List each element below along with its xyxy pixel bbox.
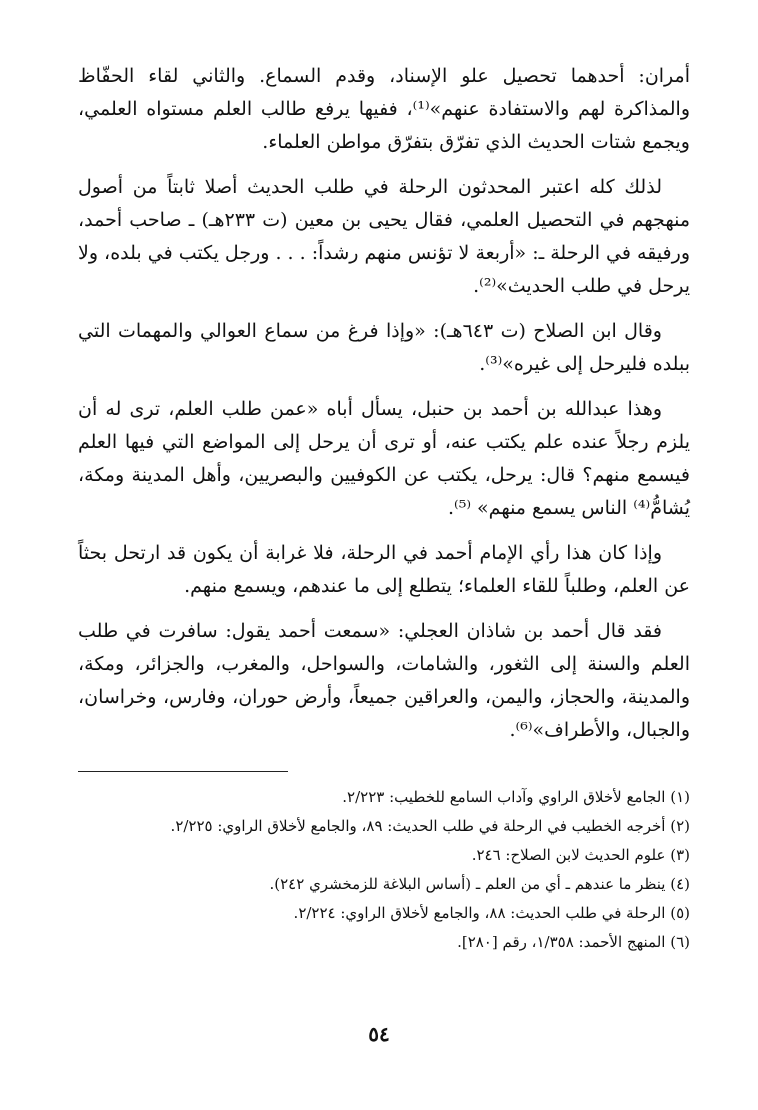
paragraph-3: وقال ابن الصلاح (ت ٦٤٣هـ): «وإذا فرغ من سماع العوالي والمهمات التي ببلده فليرحل إلى غيره»⁽³⁾. (78, 320, 690, 375)
paragraph-4: وهذا عبدالله بن أحمد بن حنبل، يسأل أباه «عمن طلب العلم، ترى له أن يلزم رجلاً عنده علم يكتب عنه، أو ترى أن يرحل إلى المواضع التي فيها العلم فيسمع منهم؟ قال: يرحل، يكتب عن الكوفيين والبصريين، وأهل المدينة ومكة، يُشامُّ⁽⁴⁾ الناس يسمع منهم» ⁽⁵⁾. (78, 398, 690, 519)
paragraph-5: وإذا كان هذا رأي الإمام أحمد في الرحلة، فلا غرابة أن يكون قد ارتحل بحثاً عن العلم، وطلباً للقاء العلماء؛ يتطلع إلى ما عندهم، ويسمع منهم. (78, 542, 690, 597)
page-number: ٥٤ (368, 1022, 390, 1046)
footnote-rule (78, 771, 288, 772)
page-body (78, 60, 690, 1060)
footnote-2: (٢) أخرجه الخطيب في الرحلة في طلب الحديث: ٨٩، والجامع لأخلاق الراوي: ٢/٢٢٥. (170, 817, 690, 835)
footnote-1: (١) الجامع لأخلاق الراوي وآداب السامع للخطيب: ٢/٢٢٣. (342, 788, 690, 806)
footnotes (78, 783, 690, 957)
paragraph-6: فقد قال أحمد بن شاذان العجلي: «سمعت أحمد يقول: سافرت في طلب العلم والسنة إلى الثغور، والشامات، والسواحل، والمغرب، والجزائر، ومكة، والمدينة، والحجاز، واليمن، والعراقين جميعاً، وأرض حوران، وفارس، وخراسان، والجبال، والأطراف»⁽⁶⁾. (78, 620, 690, 741)
footnote-separator (78, 759, 690, 783)
footnote-4: (٤) ينظر ما عندهم ـ أي من العلم ـ (أساس البلاغة للزمخشري ٢٤٢). (269, 875, 690, 893)
paragraph-2: لذلك كله اعتبر المحدثون الرحلة في طلب الحديث أصلا ثابتاً من أصول منهجهم في التحصيل العلمي، فقال يحيى بن معين (ت ٢٣٣هـ) ـ صاحب أحمد، ورفيقه في الرحلة ـ: «أربعة لا تؤنس منهم رشداً: . . . ورجل يكتب في بلده، ولا يرحل في طلب الحديث»⁽²⁾. (78, 176, 690, 297)
footnote-6: (٦) المنهج الأحمد: ١/٣٥٨، رقم [٢٨٠]. (457, 933, 690, 951)
footnote-5: (٥) الرحلة في طلب الحديث: ٨٨، والجامع لأخلاق الراوي: ٢/٢٢٤. (293, 904, 690, 922)
footnote-3: (٣) علوم الحديث لابن الصلاح: ٢٤٦. (471, 846, 690, 864)
paragraph-1: أمران: أحدهما تحصيل علو الإسناد، وقدم السماع. والثاني لقاء الحفّاظ والمذاكرة لهم والاستفادة عنهم»⁽¹⁾، ففيها يرفع طالب العلم مستواه العلمي، ويجمع شتات الحديث الذي تفرّق بتفرّق مواطن العلماء. (78, 65, 691, 153)
